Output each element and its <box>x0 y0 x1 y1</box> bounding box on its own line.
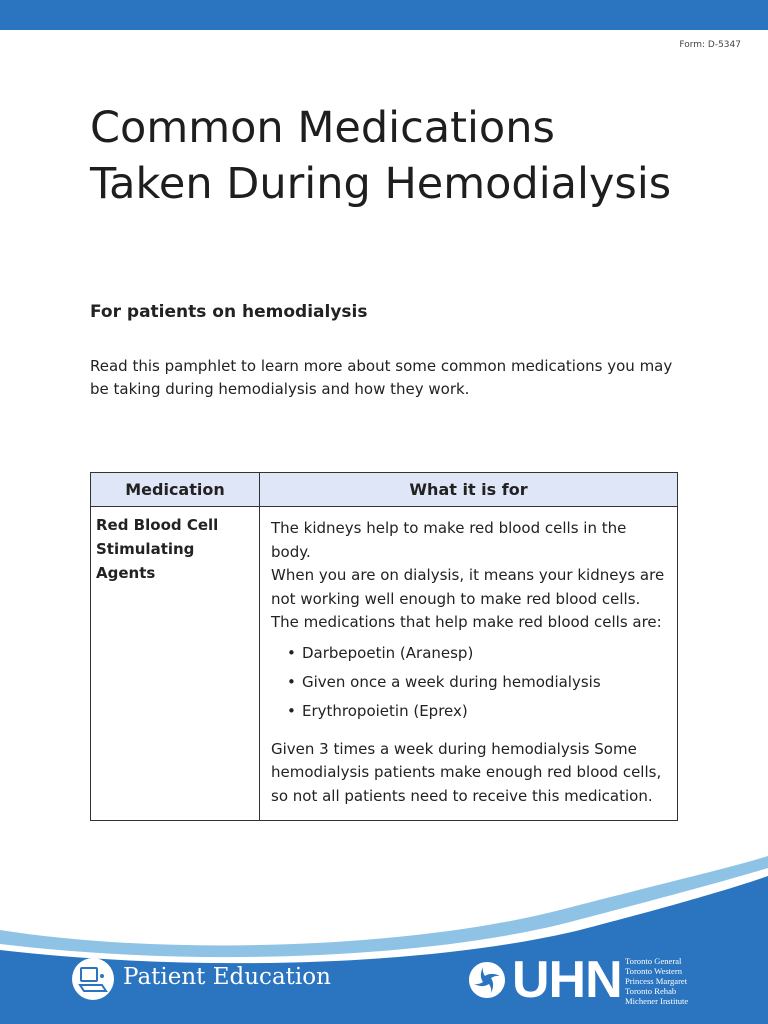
medication-name-cell: Red Blood Cell Stimulating Agents <box>91 507 260 821</box>
bullet-icon: • <box>287 672 296 691</box>
uhn-site: Michener Institute <box>625 996 689 1006</box>
table-row <box>91 507 678 821</box>
uhn-sites-list <box>625 956 688 1006</box>
bullet-icon: • <box>287 701 296 720</box>
medication-description-cell <box>260 507 678 821</box>
description-text: When you are on dialysis, it means your kidneys are not working well enough to make red blood cells. <box>271 566 665 608</box>
description-text: Given 3 times a week during hemodialysis Some hemodialysis patients make enough red blood cells, so not all patients need to receive this medication. <box>271 739 662 805</box>
column-header-medication: Medication <box>91 473 260 507</box>
audience-subtitle: For patients on hemodialysis <box>90 302 368 322</box>
list-item <box>271 697 667 726</box>
uhn-site: Toronto Rehab <box>625 986 677 996</box>
uhn-site: Toronto Western <box>625 966 683 976</box>
patient-education-label: Patient Education <box>123 964 331 990</box>
list-item-text: Darbepoetin (Aranesp) <box>302 643 474 662</box>
bullet-icon: • <box>287 643 296 662</box>
medication-table <box>90 472 678 821</box>
description-text: The kidneys help to make red blood cells in the body. <box>271 519 627 561</box>
table-header-row <box>91 473 678 507</box>
uhn-swirl-icon <box>465 958 509 1002</box>
page-title-line-1: Common Medications <box>90 103 555 153</box>
list-item-text: Erythropoietin (Eprex) <box>302 701 468 720</box>
page-title <box>90 100 730 212</box>
list-item <box>271 668 667 697</box>
list-item <box>271 639 667 668</box>
uhn-site: Princess Margaret <box>625 976 688 986</box>
medication-list <box>271 639 667 726</box>
description-text: The medications that help make red blood cells are: <box>271 613 662 631</box>
form-number: Form: D-5347 <box>679 40 741 50</box>
list-item-text: Given once a week during hemodialysis <box>302 672 601 691</box>
top-color-bar <box>0 0 768 30</box>
page-title-line-2: Taken During Hemodialysis <box>90 159 672 209</box>
intro-paragraph: Read this pamphlet to learn more about some common medications you may be taking during hemodialysis and how they work. <box>90 357 673 398</box>
uhn-logo-text: UHN <box>512 951 622 1009</box>
computer-icon <box>72 958 114 1000</box>
column-header-purpose: What it is for <box>260 473 678 507</box>
uhn-site: Toronto General <box>625 956 682 966</box>
